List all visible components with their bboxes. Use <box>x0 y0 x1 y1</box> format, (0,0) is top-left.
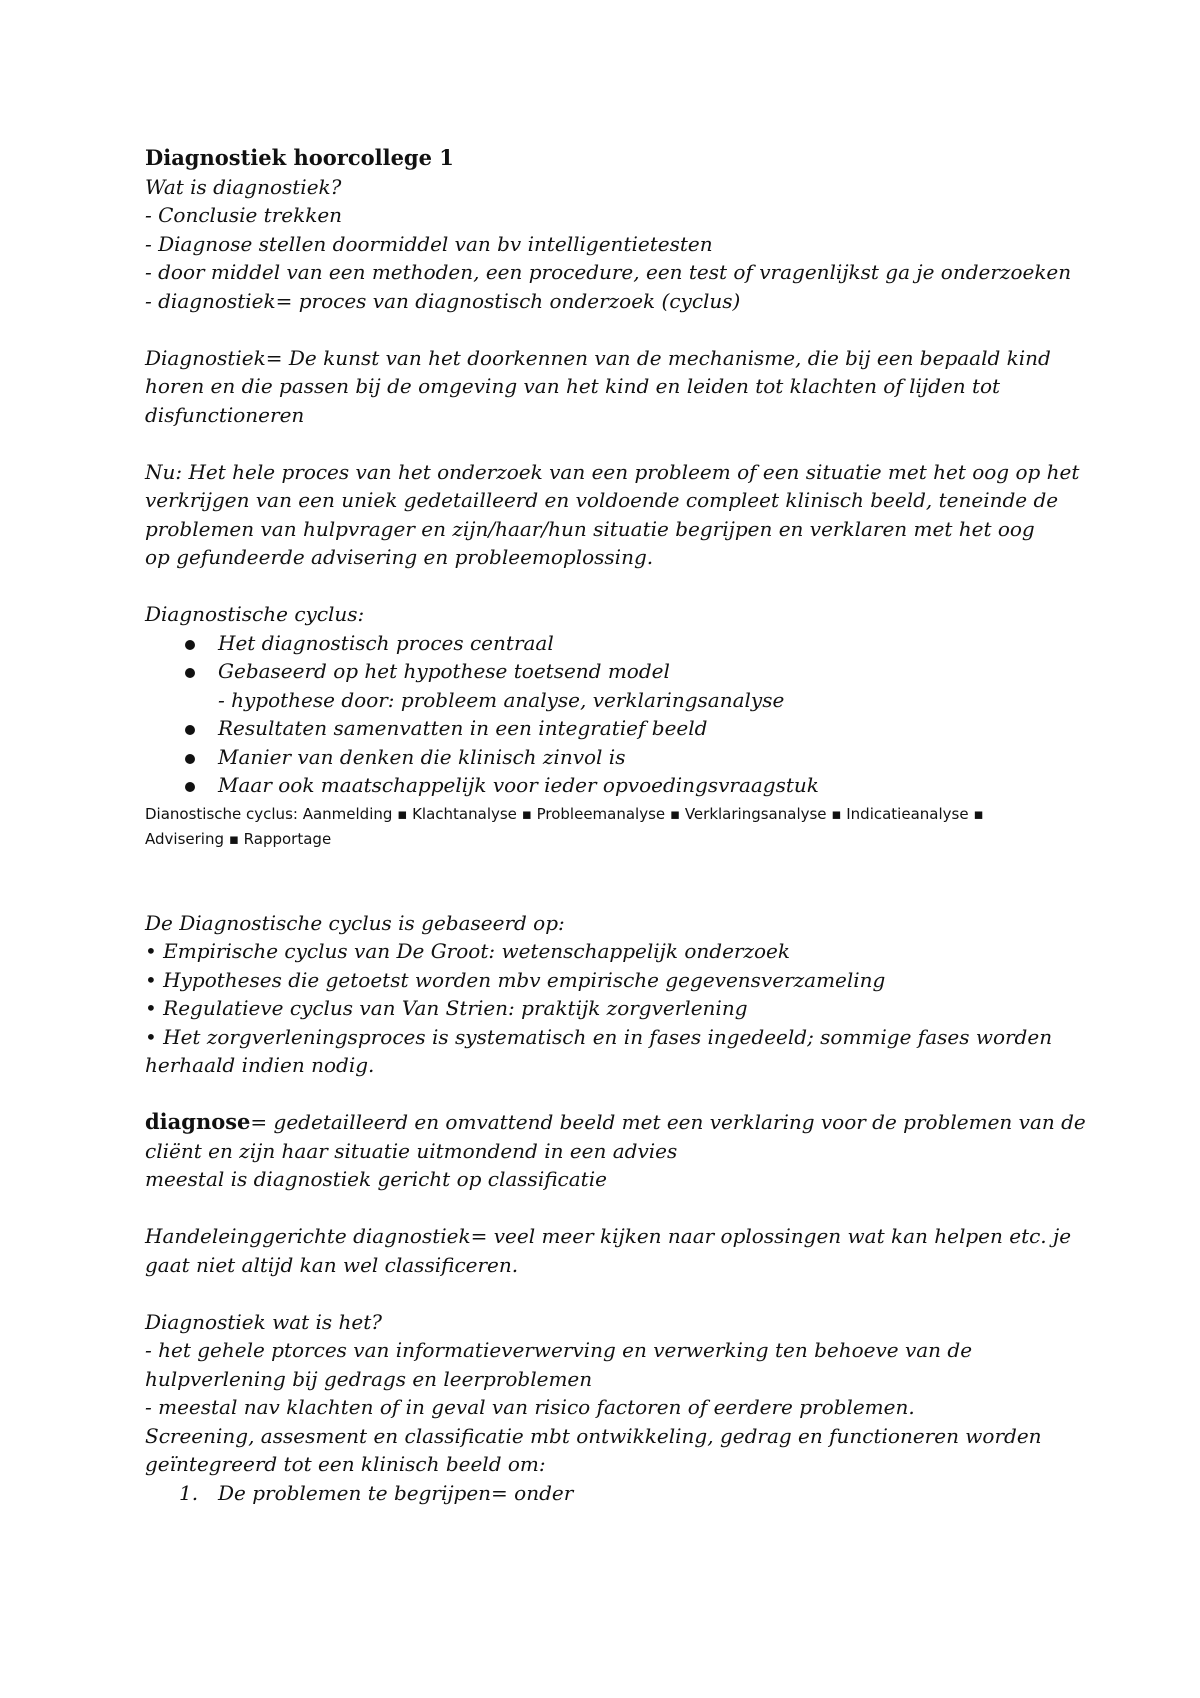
based-on-heading: De Diagnostische cyclus is gebaseerd op: <box>145 910 565 935</box>
list-item <box>145 743 1075 772</box>
numbered-item-number: 1. <box>179 1480 199 1505</box>
definition-line: horen en die passen bij de omgeving van het kind en leiden tot klachten of lijden tot <box>145 374 1001 398</box>
list-item-text: Manier van denken die klinisch zinvol is <box>218 744 626 769</box>
document-title: Diagnostiek hoorcollege 1 <box>145 145 454 170</box>
intro-line: - door middel van een methoden, een procedure, een test of vragenlijkst ga je onderzoeken <box>145 260 1072 284</box>
now-line: op gefundeerde advisering en probleemoplossing. <box>145 545 654 569</box>
document-page <box>145 144 1086 1507</box>
intro-line: - Diagnose stellen doormiddel van bv intelligentietesten <box>145 231 713 256</box>
list-item-text: Maar ook maatschappelijk voor ieder opvoedingsvraagstuk <box>218 773 819 797</box>
now-line: Nu: Het hele proces van het onderzoek van een probleem of een situatie met het oog op het <box>145 459 1080 484</box>
diagnose-term: diagnose <box>145 1109 251 1134</box>
intro-line: - diagnostiek= proces van diagnostisch onderzoek (cyclus) <box>145 288 741 313</box>
what-is-line: - het gehele ptorces van informatieverwerving en verwerking ten behoeve van de <box>145 1338 973 1362</box>
based-on-line: • Het zorgverleningsproces is systematisch en in fases ingedeeld; sommige fases worden <box>145 1024 1053 1049</box>
definition-line: Diagnostiek= De kunst van het doorkennen van de mechanisme, die bij een bepaald kind <box>145 345 1051 370</box>
what-is-line: - meestal nav klachten of in geval van risico factoren of eerdere problemen. <box>145 1395 915 1419</box>
diagnose-line: meestal is diagnostiek gericht op classificatie <box>145 1167 607 1191</box>
handeling-line: Handeleinggerichte diagnostiek= veel meer kijken naar oplossingen wat kan helpen etc. je <box>145 1224 1072 1248</box>
diagnose-line: cliënt en zijn haar situatie uitmondend in een advies <box>145 1138 678 1163</box>
diagnose-definition-line <box>145 1108 1086 1137</box>
numbered-item <box>145 1479 1075 1508</box>
list-item <box>145 771 1075 800</box>
cycle-steps-line: Dianostische cyclus: Aanmelding ▪ Klachtanalyse ▪ Probleemanalyse ▪ Verklaringsanalyse ▪ Indicatieanalyse ▪ <box>145 804 984 823</box>
list-item-text: Resultaten samenvatten in een integratief beeld <box>218 716 708 740</box>
what-is-line: Screening, assesment en classificatie mbt ontwikkeling, gedrag en functioneren worden <box>145 1423 1042 1448</box>
what-is-line: geïntegreerd tot een klinisch beeld om: <box>145 1452 546 1476</box>
cycle-steps <box>145 802 1075 852</box>
what-is-line: hulpverlening bij gedrags en leerproblemen <box>145 1366 593 1391</box>
now-line: problemen van hulpvrager en zijn/haar/hun situatie begrijpen en verklaren met het oog <box>145 516 1035 541</box>
cycle-bullet-list-continued <box>145 714 1075 800</box>
list-item <box>145 714 1075 743</box>
based-on-line: • Hypotheses die getoetst worden mbv empirische gegevensverzameling <box>145 967 886 992</box>
cycle-sub-line: - hypothese door: probleem analyse, verklaringsanalyse <box>218 687 785 712</box>
based-on-line: herhaald indien nodig. <box>145 1053 375 1077</box>
cycle-bullet-list <box>145 629 1075 686</box>
cycle-steps-line: Advisering ▪ Rapportage <box>145 829 332 848</box>
based-on-line: • Empirische cyclus van De Groot: wetenschappelijk onderzoek <box>145 939 790 963</box>
bullet-icon <box>185 725 195 735</box>
list-item <box>145 629 1075 658</box>
bullet-icon <box>185 640 195 650</box>
bullet-icon <box>185 754 195 764</box>
list-item-text: Het diagnostisch proces centraal <box>218 630 554 655</box>
intro-line: - Conclusie trekken <box>145 203 343 227</box>
list-item-text: Gebaseerd op het hypothese toetsend model <box>218 659 670 683</box>
cycle-heading: Diagnostische cyclus: <box>145 602 365 626</box>
handeling-line: gaat niet altijd kan wel classificeren. <box>145 1252 519 1277</box>
bullet-icon <box>185 668 195 678</box>
now-line: verkrijgen van een uniek gedetailleerd en voldoende compleet klinisch beeld, teneinde de <box>145 488 1059 512</box>
intro-question: Wat is diagnostiek? <box>145 174 342 199</box>
numbered-item-text: De problemen te begrijpen= onder <box>218 1480 574 1505</box>
bullet-icon <box>185 782 195 792</box>
diagnose-definition-text: = gedetailleerd en omvattend beeld met een verklaring voor de problemen van de <box>250 1110 1086 1134</box>
definition-line: disfunctioneren <box>145 402 305 427</box>
list-item <box>145 657 1075 686</box>
what-is-heading: Diagnostiek wat is het? <box>145 1309 383 1334</box>
based-on-line: • Regulatieve cyclus van Van Strien: praktijk zorgverlening <box>145 996 748 1020</box>
